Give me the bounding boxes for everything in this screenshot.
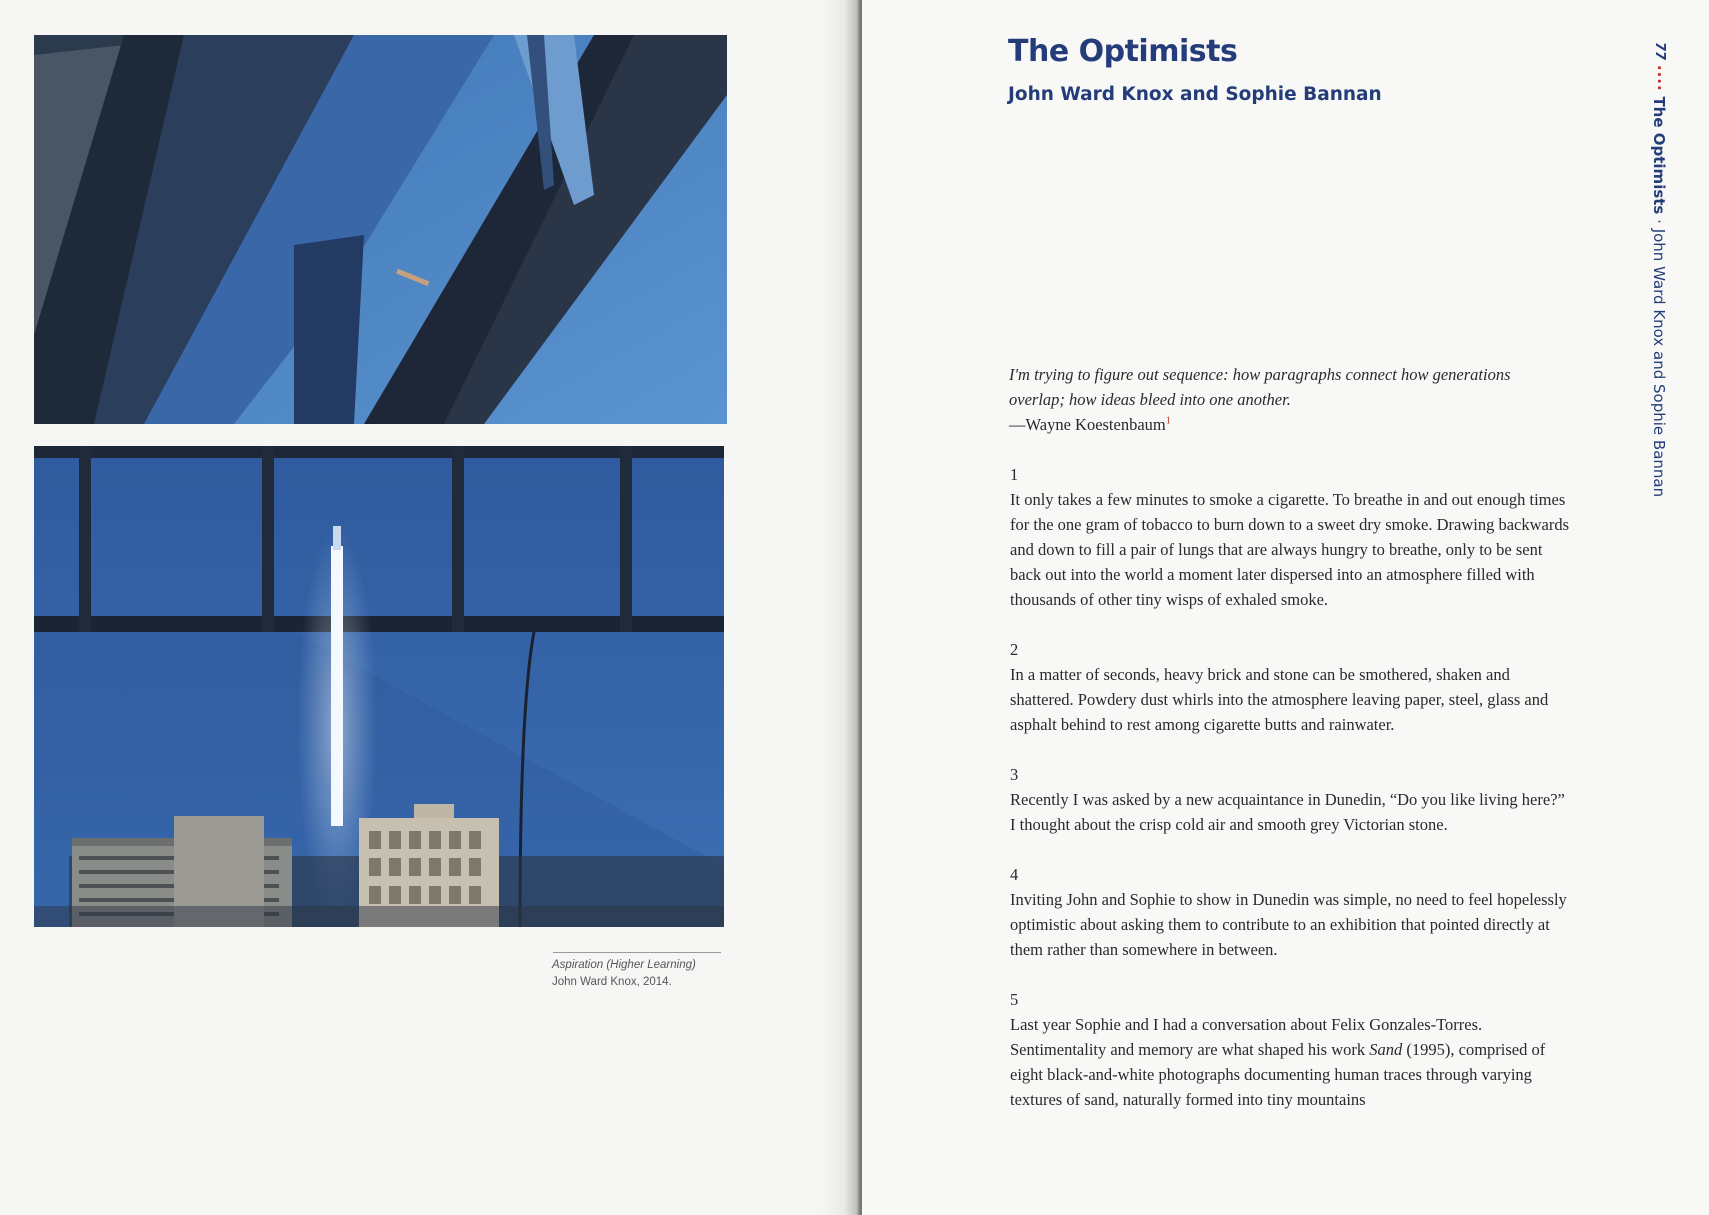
section-number: 5 [1010,990,1019,1009]
section-text: It only takes a few minutes to smoke a cigarette. To breathe in and out enough times for the one gram of tobacco to burn down to a sweet dry smoke. Drawing backwards and down to fill a pair of lungs that are always hungry to breathe, only to be sent back out into the world a moment later dispersed into an atmosphere filled with thousands of other tiny wisps of exhaled smoke. [1010,490,1570,609]
section-number: 1 [1010,465,1019,484]
section-2 [1010,637,1570,737]
section-5 [1010,987,1570,1112]
epigraph-attribution-line [1009,412,1549,437]
footnote-marker: 1 [1165,415,1171,427]
artwork-title: Sand [1369,1040,1403,1059]
section-text: Recently I was asked by a new acquaintance in Dunedin, “Do you like living here?” I thought about the crisp cold air and smooth grey Victorian stone. [1010,790,1565,834]
caption-rule [553,952,721,953]
section-text: In a matter of seconds, heavy brick and stone can be smothered, shaken and shattered. Powdery dust whirls into the atmosphere leaving paper, steel, glass and asphalt behind to rest among cigarette butts and rainwater. [1010,665,1549,734]
section-4 [1010,862,1570,962]
running-head [1650,42,1668,497]
section-text-before: Last year Sophie and I had a conversation about Felix Gonzales-Torres. Sentimentality and memory are what shaped his work [1010,1015,1483,1059]
running-head-dots: ···· [1650,64,1668,92]
section-1 [1010,462,1570,612]
article-title: The Optimists [1008,34,1238,69]
page-number: 77 [1652,42,1667,61]
section-3 [1010,762,1570,837]
section-number: 3 [1010,765,1019,784]
section-text-after: (1995), comprised of eight black-and-white photographs documenting human traces through varying textures of sand, naturally formed into tiny mountains [1010,1040,1546,1109]
section-text [1010,1012,1570,1112]
caption-title: Aspiration (Higher Learning) [552,959,696,971]
epigraph-quote: I'm trying to figure out sequence: how paragraphs connect how generations overlap; how ideas bleed into one another. [1009,365,1511,409]
right-page [862,0,1709,1215]
photo-caption [552,957,732,991]
section-text: Inviting John and Sophie to show in Dunedin was simple, no need to feel hopelessly optimistic about asking them to contribute to an exhibition that pointed directly at them rather than somewhere in between. [1010,890,1567,959]
running-head-separator: · [1650,219,1668,224]
running-head-title: The Optimists [1650,96,1668,215]
running-head-authors: John Ward Knox and Sophie Bannan [1650,228,1668,498]
section-number: 4 [1010,865,1019,884]
caption-credit: John Ward Knox, 2014. [552,976,672,988]
epigraph-attribution: —Wayne Koestenbaum [1009,415,1166,434]
section-number: 2 [1010,640,1019,659]
photo-architecture-upper [34,35,727,424]
article-authors: John Ward Knox and Sophie Bannan [1008,84,1382,105]
photo-fluorescent-light [34,446,724,927]
epigraph [1009,362,1549,437]
numbered-sections [1010,462,1570,1137]
